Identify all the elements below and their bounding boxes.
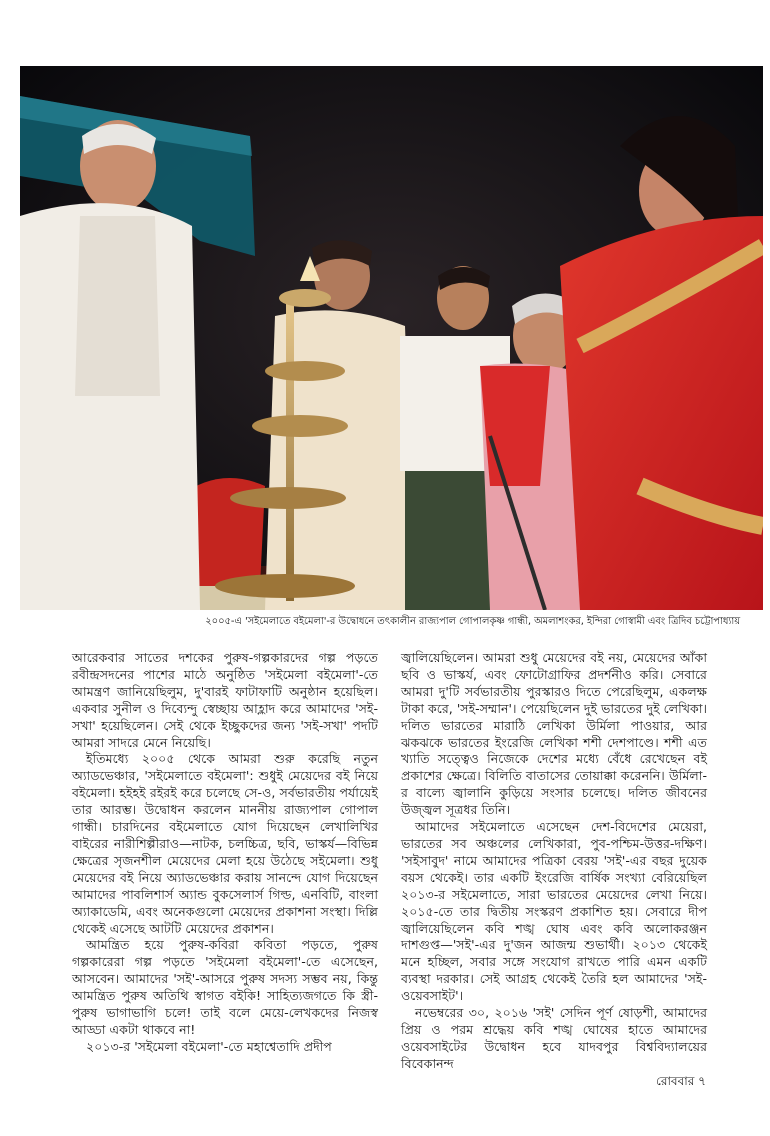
photo-caption: ২০০৫-এ 'সইমেলাতে বইমেলা'-র উদ্বোধনে তৎকালীন রাজ্যপাল গোপালকৃষ্ণ গান্ধী, অমলাশংকর, ইন্দিরা গোস্বামী এবং ত্রিদিব চট্টোপাধ্যায় [205,616,740,627]
paragraph: জ্বালিয়েছিলেন। আমরা শুধু মেয়েদের বই নয়, মেয়েদের আঁকা ছবি ও ভাস্কর্য, এবং ফোটোগ্রাফির প্রদর্শনীও করি। সেবারে আমরা দু'টি সর্বভারতীয় পুরস্কারও দিতে পেরেছিলুম, একলক্ষ টাকা করে, 'সই-সম্মান'। পেয়েছিলেন দুই ভারতের দুই লেখিকা। দলিত ভারতের মারাঠি লেখিকা উর্মিলা পাওয়ার, আর ঝকঝকে ভারতের ইংরেজি লেখিকা শশী দেশপাণ্ডে। শশী এত খ্যাতি সত্ত্বেও নিজেকে দেশের মধ্যে বেঁধে রেখেছেন বই প্রকাশের ক্ষেত্রে। বিলিতি বাতাসের তোয়াক্কা করেননি। উর্মিলা-র বাল্যে জ্বালানি কুড়িয়ে সংসার চলেছে। দলিত জীবনের উজ্জ্বল সূত্রধর তিনি। [401,650,707,818]
paragraph: আমন্ত্রিত হয়ে পুরুষ-কবিরা কবিতা পড়তে, পুরুষ গল্পকারেরা গল্প পড়তে 'সইমেলা বইমেলা'-তে এসেছেন, আসবেন। আমাদের 'সই'-আসরে পুরুষ সদস্য সম্ভব নয়, কিন্তু আমন্ত্রিত পুরুষ অতিথি স্বাগত বইকি! সাহিত্যজগতে কি স্ত্রী-পুরুষ ভাগাভাগি চলে! তাই বলে মেয়ে-লেখকদের নিজস্ব আড্ডা একটা থাকবে না! [72,937,378,1037]
inauguration-photo-icon [20,66,763,610]
paragraph: আমাদের সইমেলাতে এসেছেন দেশ-বিদেশের মেয়েরা, ভারতের সব অঞ্চলের লেখিকারা, পুব-পশ্চিম-উত্তর-দক্ষিণ। 'সইসাবুদ' নামে আমাদের পত্রিকা বেরয় 'সই'-এর বছর দুয়েক বয়স থেকেই। তার একটি ইংরেজি বার্ষিক সংখ্যা বেরিয়েছিল ২০১৩-র সইমেলাতে, সারা ভারতের মেয়েদের লেখা নিয়ে। ২০১৫-তে তার দ্বিতীয় সংস্করণ প্রকাশিত হয়। সেবারে দীপ জ্বালিয়েছিলেন কবি শঙ্খ ঘোষ এবং কবি অলোকরঞ্জন দাশগুপ্ত—'সই'-এর দু'জন আজন্ম শুভার্থী। ২০১৩ থেকেই মনে হচ্ছিল, সবার সঙ্গে সংযোগ রাখতে পারি এমন একটি ব্যবস্থা দরকার। সেই আগ্রহ থেকেই তৈরি হল আমাদের 'সই-ওয়েবসাইট'। [401,819,707,1004]
paragraph: আরেকবার সাতের দশকের পুরুষ-গল্পকারদের গল্প পড়তে রবীন্দ্রসদনের পাশের মাঠে অনুষ্ঠিত 'সইমেলা বইমেলা'-তে আমন্ত্রণ জানিয়েছিলুম, দু'বারই ফাটাফাটি অনুষ্ঠান হয়েছিল। একবার সুনীল ও দিব্যেন্দু স্বেচ্ছায় আহ্লাদ করে আমাদের 'সই-সখা' হয়েছিলেন। সেই থেকে ইচ্ছুকদের জন্য 'সই-সখা' পদটি আমরা সাদরে মেনে নিয়েছি। [72,650,378,750]
paragraph: নভেম্বরের ৩০, ২০১৬ 'সই' সেদিন পূর্ণ ষোড়শী, আমাদের প্রিয় ও পরম শ্রদ্ধেয় কবি শঙ্খ ঘোষের হাতে আমাদের ওয়েবসাইটের উদ্বোধন হবে যাদবপুর বিশ্ববিদ্যালয়ের বিবেকানন্দ [401,1005,707,1071]
article-column-left [72,650,378,1056]
paragraph: ইতিমধ্যে ২০০৫ থেকে আমরা শুরু করেছি নতুন অ্যাডভেঞ্চার, 'সইমেলাতে বইমেলা': শুধুই মেয়েদের বই নিয়ে বইমেলা। হইহই রইরই করে চলেছে সে-ও, সর্বভারতীয় পর্যায়েই তার আরম্ভ। উদ্বোধন করলেন মাননীয় রাজ্যপাল গোপাল গান্ধী। চারদিনের বইমেলাতে যোগ দিয়েছেন লেখালিখির বাইরের নারীশিল্পীরাও—নাটক, চলচ্চিত্র, ছবি, ভাস্কর্য—বিভিন্ন ক্ষেত্রের সৃজনশীল মেয়েদের মেলা হয়ে উঠেছে সইমেলা। শুধু মেয়েদের বই নিয়ে অ্যাডভেঞ্চার করায় সানন্দে যোগ দিয়েছেন আমাদের পাবলিশার্স অ্যান্ড বুকসেলার্স গিল্ড, এনবিটি, বাংলা অ্যাকাডেমি, এবং অনেকগুলো মেয়েদের প্রকাশনা সংস্থা। দিল্লি থেকেই এসেছে আটটি মেয়েদের প্রকাশন। [72,751,378,936]
paragraph: ২০১৩-র 'সইমেলা বইমেলা'-তে মহাশ্বেতাদি প্রদীপ [86,1038,332,1054]
article-column-right [401,650,707,1073]
inauguration-photo [20,66,763,610]
page-footer: রোববার ৭ [655,1074,706,1088]
